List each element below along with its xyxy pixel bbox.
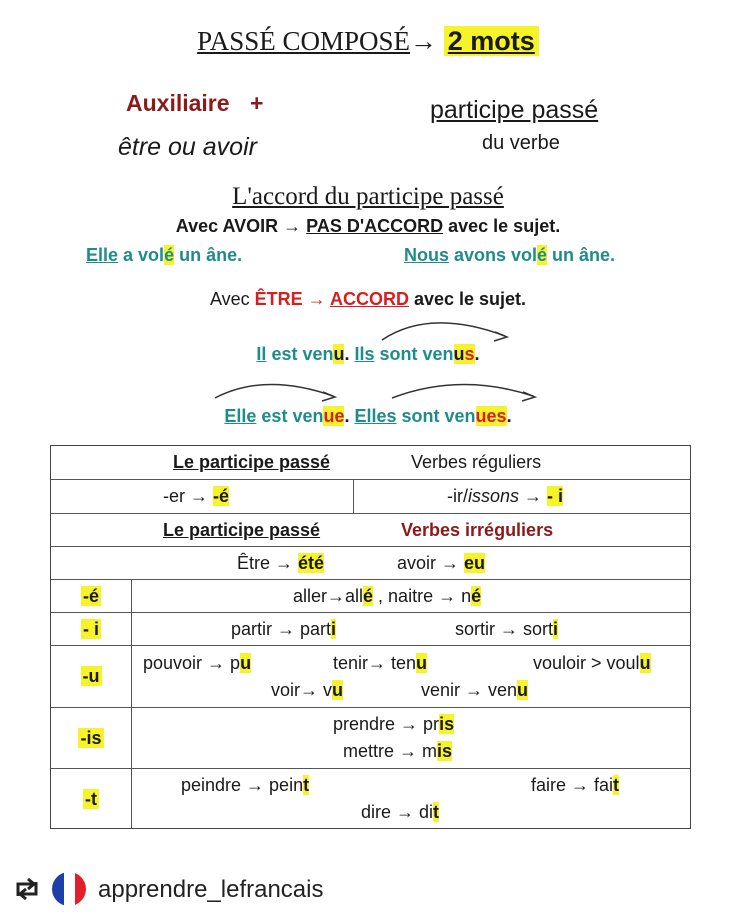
e-b-end: é (471, 586, 482, 606)
t-dire (361, 802, 439, 823)
ex-ending: é (537, 245, 548, 265)
t-c-end: t (433, 802, 440, 822)
participe-label: participe passé (430, 96, 599, 124)
french-flag-icon (52, 872, 86, 906)
participe-sub: du verbe (482, 132, 560, 154)
ir-end: - i (547, 486, 564, 506)
u-p2-pre: tenir→ ten (333, 653, 417, 673)
i-a-pre: partir → part (231, 619, 332, 639)
u-p3-pre: vouloir > voul (533, 653, 640, 673)
u-venir (421, 680, 528, 701)
e-a-pre: aller→all (293, 586, 364, 606)
row-i-b (455, 619, 558, 640)
ex-mid: a vol (118, 245, 165, 265)
is-prendre (333, 714, 454, 735)
avoir-rule-key: PAS D'ACCORD (306, 216, 444, 236)
repost-icon[interactable] (12, 876, 42, 902)
u-tenir (333, 653, 427, 674)
t-peindre (181, 775, 309, 796)
etre-rule-key: ACCORD (329, 289, 409, 309)
t-b-end: t (613, 775, 620, 795)
ex-subject: Elles (354, 406, 397, 426)
er-rule (163, 486, 229, 507)
title-main: PASSÉ COMPOSÉ (197, 26, 411, 56)
e-a-end: é (363, 586, 374, 606)
t-c-pre: dire → di (361, 802, 434, 822)
table-row-t (51, 769, 690, 828)
ex-mid: sont ven (396, 406, 476, 426)
u-p1-pre: pouvoir → p (143, 653, 241, 673)
ex-subject: Il (256, 344, 267, 364)
table-row-e (51, 580, 690, 613)
i-a-end: i (331, 619, 337, 639)
ex-mid: sont ven (374, 344, 454, 364)
u-p3-end: u (639, 653, 651, 673)
u-p2-end: u (416, 653, 428, 673)
ir-italic: issons (468, 486, 520, 506)
u-p4-pre: voir→ v (271, 680, 333, 700)
table-row-etre-avoir (51, 547, 690, 580)
t-faire (531, 775, 619, 796)
avoir-pre: avoir → (397, 553, 465, 573)
ex-dot: . (474, 344, 480, 364)
row-i-a (231, 619, 336, 640)
account-name[interactable]: apprendre_lefrancais (98, 876, 324, 903)
er-pre: -er → (163, 486, 214, 506)
ex-ending: é (164, 245, 175, 265)
etre-example-2 (0, 406, 736, 427)
plus-sign: + (249, 90, 264, 116)
u-p5-end: u (517, 680, 529, 700)
ex-mid: est ven (266, 344, 334, 364)
table-row-regular-header (51, 446, 690, 480)
ending-label-is: -is (80, 728, 102, 748)
etre-pre: Être → (237, 553, 299, 573)
conjugation-table (50, 445, 691, 829)
table-row-u (51, 646, 690, 708)
auxiliaire-sub: être ou avoir (118, 133, 257, 161)
is-b-pre: mettre → m (343, 741, 438, 761)
row-e-text (293, 586, 481, 607)
i-b-pre: sortir → sort (455, 619, 554, 639)
ex-subject: Elle (86, 245, 119, 265)
table-row-irregular-header (51, 514, 690, 547)
is-mettre (343, 741, 452, 762)
avoir-rule-post: avec le sujet. (443, 216, 561, 236)
u-p1-end: u (240, 653, 252, 673)
u-pouvoir (143, 653, 251, 674)
avoir-end: eu (464, 553, 486, 573)
e-mid: , naitre → n (373, 586, 472, 606)
is-b-end: is (437, 741, 453, 761)
avoir-rule-pre: Avec AVOIR → (175, 216, 307, 236)
ir-pre: -ir/ (447, 486, 468, 506)
ex-dot: . (344, 406, 355, 426)
ex-ending: ues (475, 406, 507, 426)
avoir-pp (397, 553, 485, 574)
ending-label-e: -é (82, 586, 99, 606)
ex-mid: avons vol (449, 245, 538, 265)
ex-subject: Elle (224, 406, 257, 426)
ending-label-u: -u (82, 666, 100, 686)
t-b-pre: faire → fai (531, 775, 614, 795)
ex-subject: Ils (354, 344, 375, 364)
ex-mid: est ven (256, 406, 324, 426)
ex-post: un âne. (547, 245, 616, 265)
etre-rule-post: avec le sujet. (408, 289, 527, 309)
ending-label-t: -t (85, 789, 97, 809)
title-tag: 2 mots (444, 26, 539, 56)
t-a-end: t (303, 775, 310, 795)
ex-dot: . (506, 406, 512, 426)
table-row-regular-endings (51, 480, 690, 514)
etre-end: été (298, 553, 325, 573)
u-p4-end: u (332, 680, 344, 700)
ex-subject: Nous (404, 245, 449, 265)
title-arrow: → (410, 26, 438, 56)
ex-ending: ue (323, 406, 345, 426)
is-a-pre: prendre → pr (333, 714, 440, 734)
etre-rule-etre: ÊTRE → (254, 289, 330, 309)
ex-dot: . (344, 344, 355, 364)
etre-example-1: Il est venu. Ils sont venus. (256, 344, 480, 364)
t-a-pre: peindre → pein (181, 775, 304, 795)
irregular-title: Verbes irréguliers (401, 520, 554, 540)
etre-rule-pre: Avec (209, 289, 255, 309)
ex-post: un âne. (174, 245, 243, 265)
is-a-end: is (439, 714, 455, 734)
ir-rule (447, 486, 563, 507)
regular-title: Verbes réguliers (411, 452, 542, 472)
table-row-is (51, 708, 690, 769)
i-b-end: i (553, 619, 559, 639)
u-p5-pre: venir → ven (421, 680, 518, 700)
accord-title: L'accord du participe passé (232, 183, 504, 210)
u-vouloir (533, 653, 651, 674)
u-voir (271, 680, 343, 701)
ending-label-i: - i (83, 619, 99, 639)
auxiliaire-text: Auxiliaire (126, 90, 230, 116)
irregular-header: Le participe passé (163, 520, 321, 540)
er-end: -é (213, 486, 230, 506)
regular-header: Le participe passé (173, 452, 331, 472)
ir-arrow: → (519, 486, 548, 506)
table-row-i (51, 613, 690, 646)
etre-pp (237, 553, 324, 574)
ex-ending: u (333, 344, 345, 364)
